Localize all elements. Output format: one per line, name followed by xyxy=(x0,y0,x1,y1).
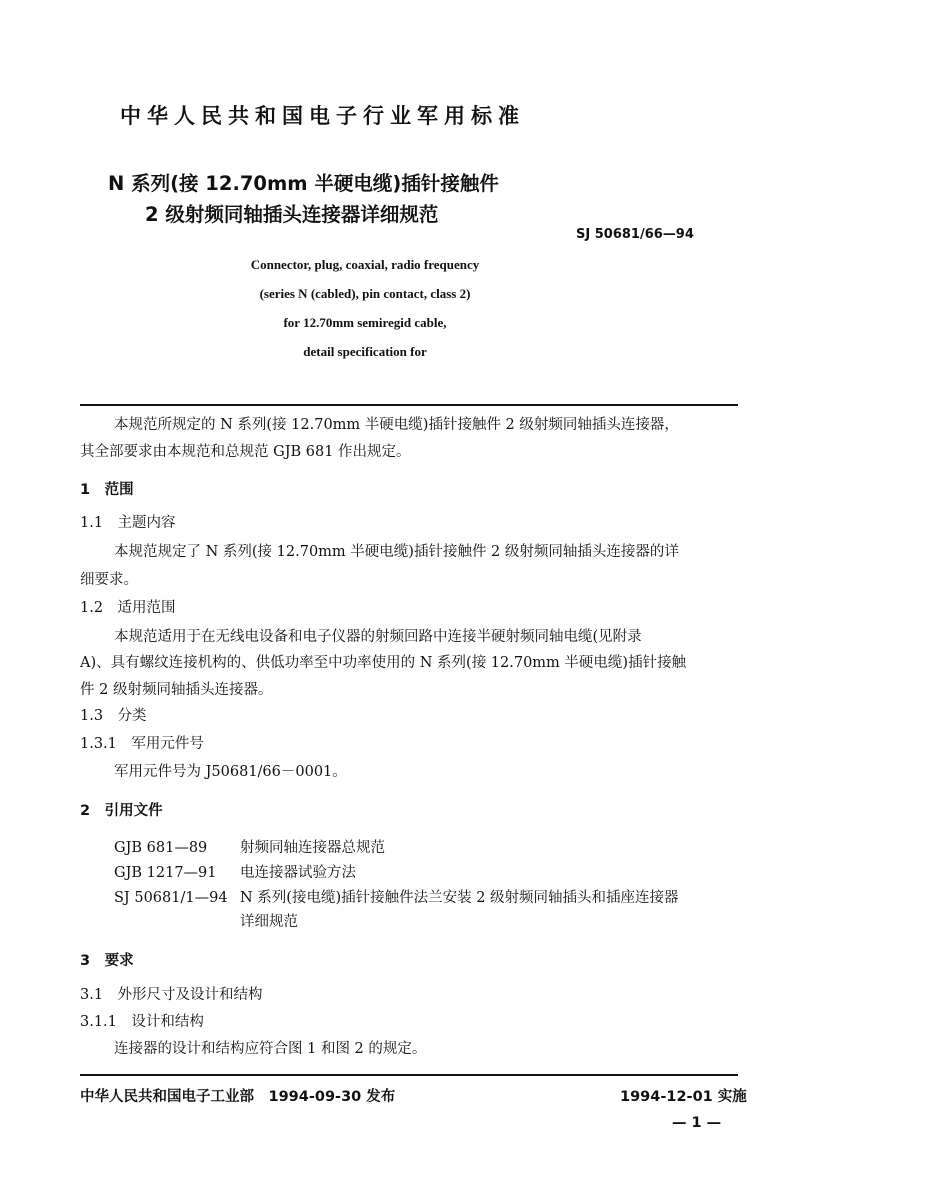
para-line: 军用元件号为 J50681/66－0001。 xyxy=(114,764,347,780)
effective-date: 1994-12-01 实施 xyxy=(620,1089,747,1105)
section-heading: 1 范围 xyxy=(80,482,134,498)
page-number: — 1 — xyxy=(672,1115,722,1131)
section-heading: 3 要求 xyxy=(80,953,134,969)
ref-code: GJB 681—89 xyxy=(114,840,208,856)
ref-title: 电连接器试验方法 xyxy=(240,865,356,881)
section-heading: 3.1.1 设计和结构 xyxy=(80,1014,204,1030)
issuer: 中华人民共和国电子工业部 1994-09-30 发布 xyxy=(80,1089,396,1105)
section-heading: 3.1 外形尺寸及设计和结构 xyxy=(80,987,263,1003)
section-heading: 1.3 分类 xyxy=(80,708,147,724)
ref-code: GJB 1217—91 xyxy=(114,865,217,881)
para-line: 本规范规定了 N 系列(接 12.70mm 半硬电缆)插针接触件 2 级射频同轴插头连接器的详 xyxy=(114,544,679,560)
intro-line: 本规范所规定的 N 系列(接 12.70mm 半硬电缆)插针接触件 2 级射频同轴插头连接器， xyxy=(114,417,679,433)
para-line: 件 2 级射频同轴插头连接器。 xyxy=(80,682,273,698)
title-line1: N 系列(接 12.70mm 半硬电缆)插针接触件 xyxy=(108,172,499,195)
english-title-4: detail specification for xyxy=(303,344,427,359)
english-title-1: Connector, plug, coaxial, radio frequency xyxy=(250,257,480,272)
ref-title-continued: 详细规范 xyxy=(240,914,298,930)
ref-title: 射频同轴连接器总规范 xyxy=(240,840,385,856)
ref-code: SJ 50681/1—94 xyxy=(114,890,228,906)
title-line2: 2 级射频同轴插头连接器详细规范 xyxy=(145,203,439,226)
section-heading: 1.1 主题内容 xyxy=(80,515,176,531)
para-line: 连接器的设计和结构应符合图 1 和图 2 的规定。 xyxy=(114,1041,427,1057)
english-title-3: for 12.70mm semiregid cable, xyxy=(283,315,447,330)
para-line: 细要求。 xyxy=(80,572,138,588)
section-heading: 1.3.1 军用元件号 xyxy=(80,736,204,752)
top-rule xyxy=(80,404,738,406)
english-title-2: (series N (cabled), pin contact, class 2) xyxy=(259,286,471,301)
para-line: 本规范适用于在无线电设备和电子仪器的射频回路中连接半硬射频同轴电缆(见附录 xyxy=(114,629,642,645)
section-heading: 1.2 适用范围 xyxy=(80,600,176,616)
standard-number: SJ 50681/66—94 xyxy=(576,227,694,242)
intro-line: 其全部要求由本规范和总规范 GJB 681 作出规定。 xyxy=(80,444,411,460)
bottom-rule xyxy=(80,1074,738,1076)
para-line: A)、具有螺纹连接机构的、供低功率至中功率使用的 N 系列(接 12.70mm 半硬电缆)插针接触 xyxy=(80,655,687,671)
ref-title: N 系列(接电缆)插针接触件法兰安装 2 级射频同轴插头和插座连接器 xyxy=(240,890,679,906)
section-heading: 2 引用文件 xyxy=(80,803,163,819)
standard-body: 中华人民共和国电子行业军用标准 xyxy=(120,104,525,128)
